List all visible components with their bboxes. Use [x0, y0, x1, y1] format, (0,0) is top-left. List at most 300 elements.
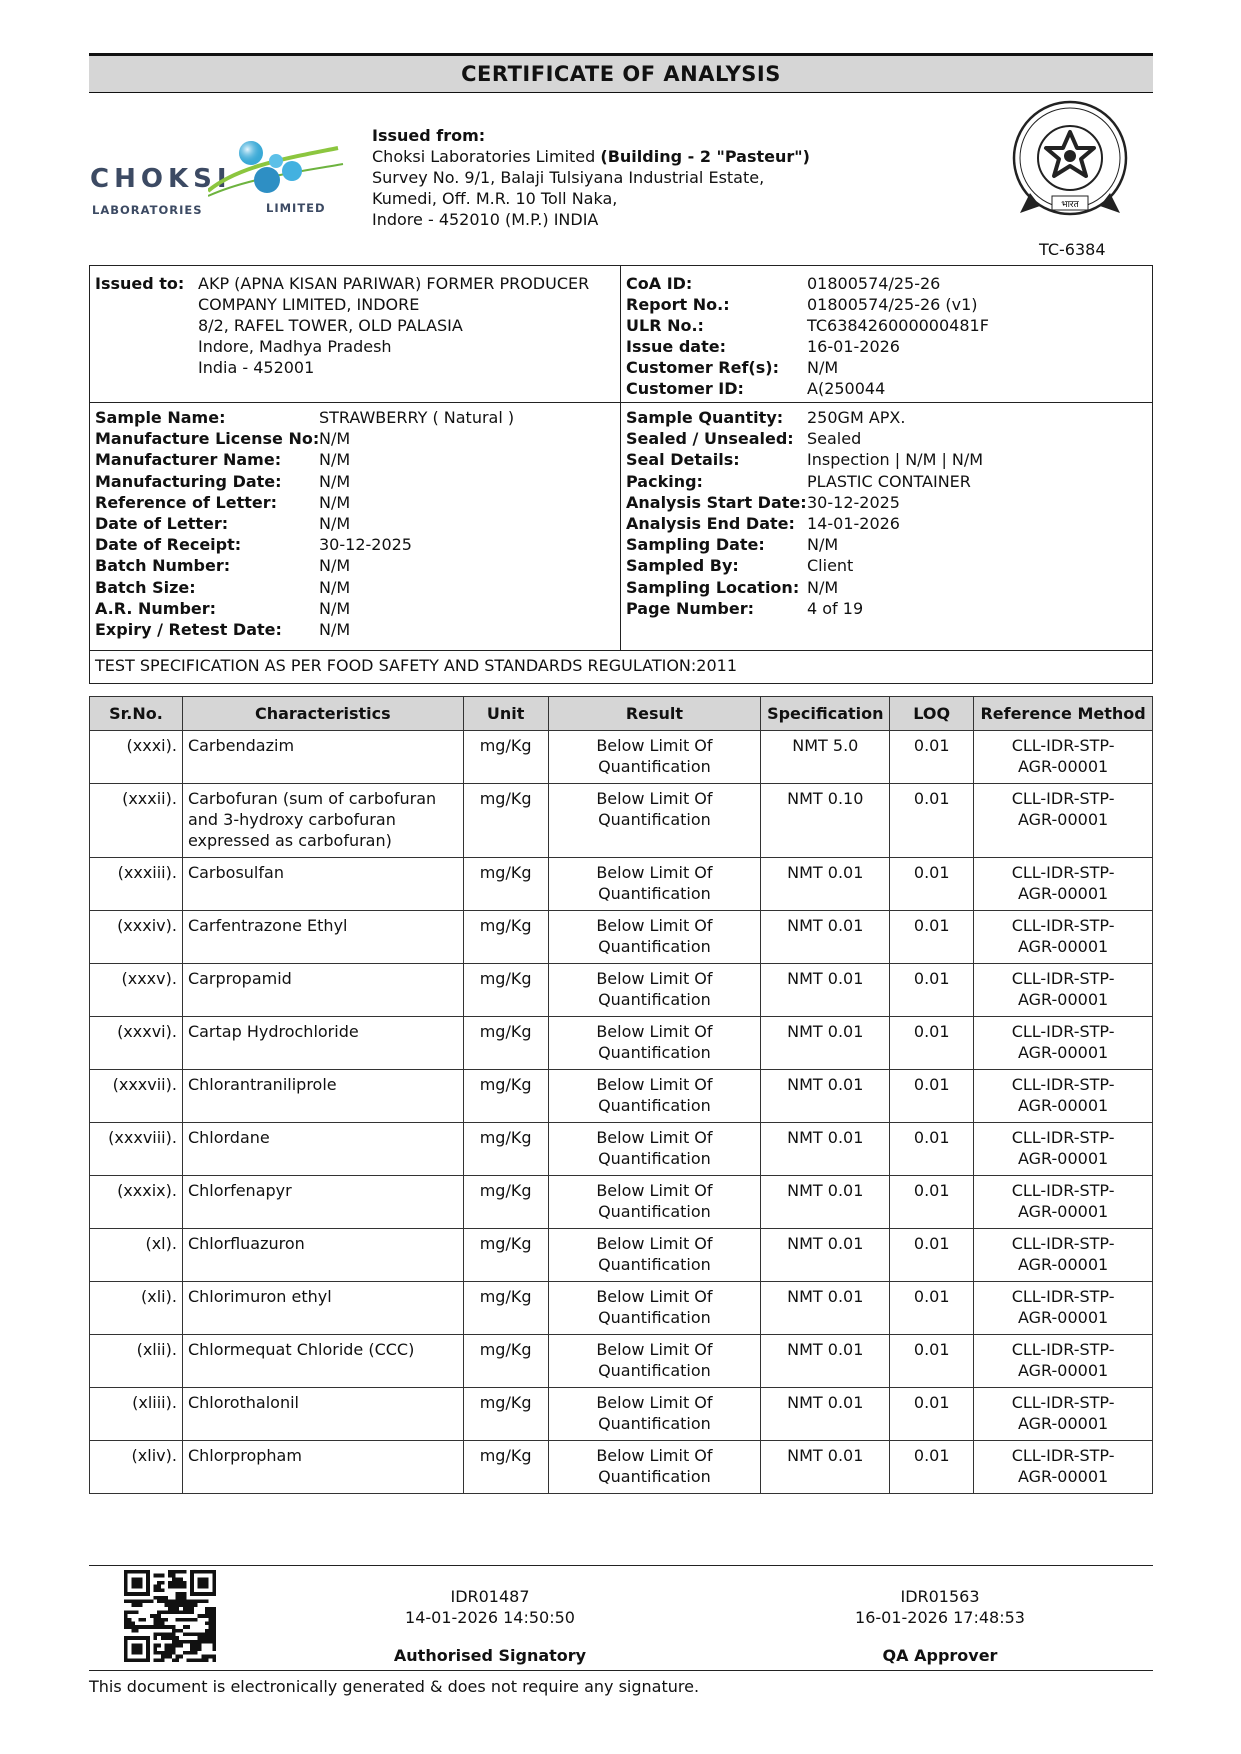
issued-from-label: Issued from: — [372, 126, 486, 145]
cell-characteristic — [182, 964, 463, 1017]
cell-unit — [463, 1335, 548, 1388]
cell-result-text: Below Limit Of — [596, 1234, 713, 1253]
cell-reference-method-text: CLL-IDR-STP- — [1011, 969, 1115, 988]
field-value: Client — [807, 556, 854, 576]
cell-specification — [761, 1017, 890, 1070]
cell-sr-no-text: (xxxix). — [117, 1181, 177, 1200]
cell-reference-method-text: AGR-00001 — [1017, 1467, 1109, 1486]
cell-specification — [761, 1070, 890, 1123]
disclaimer-text: This document is electronically generated & does not require any signature. — [89, 1677, 700, 1696]
field-key: Sampled By: — [626, 556, 739, 576]
accreditation-seal-icon — [1010, 98, 1130, 230]
cell-specification-text: NMT 0.01 — [787, 1340, 864, 1359]
field-value: Sealed — [807, 429, 862, 449]
cell-sr-no — [90, 1070, 183, 1123]
cell-unit — [463, 1123, 548, 1176]
cell-specification — [761, 1335, 890, 1388]
field-key: Batch Number: — [95, 556, 231, 576]
cell-reference-method — [974, 1176, 1153, 1229]
cell-characteristic — [182, 1388, 463, 1441]
table-row — [90, 964, 1153, 1017]
cell-result — [548, 911, 761, 964]
cell-reference-method-text: AGR-00001 — [1017, 1414, 1109, 1433]
table-row — [90, 911, 1153, 964]
cell-unit — [463, 1070, 548, 1123]
field-key: Date of Receipt: — [95, 535, 242, 555]
issuer-line-1 — [372, 146, 810, 167]
field-value: 14-01-2026 — [807, 514, 900, 533]
cell-result-text: Quantification — [598, 757, 711, 776]
cell-characteristic — [182, 1070, 463, 1123]
cell-result-text: Below Limit Of — [596, 736, 713, 755]
field-key: Manufacturer Name: — [95, 450, 282, 470]
cell-loq-text: 0.01 — [913, 916, 950, 935]
field-key: Page Number: — [626, 598, 755, 618]
column-header: Result — [548, 697, 761, 731]
qr-code-icon — [124, 1570, 216, 1662]
field-key: Sealed / Unsealed: — [626, 429, 794, 449]
cell-unit-text: mg/Kg — [479, 1181, 532, 1200]
cell-specification — [761, 1229, 890, 1282]
field-key: A.R. Number: — [95, 598, 217, 618]
field-value: N/M — [319, 429, 351, 449]
field-key: ULR No.: — [626, 316, 704, 335]
table-row — [90, 1176, 1153, 1229]
cell-specification — [761, 1441, 890, 1494]
cell-characteristic-text: Carfentrazone Ethyl — [187, 916, 348, 935]
issuer-building: (Building - 2 "Pasteur") — [600, 147, 810, 166]
cell-reference-method — [974, 1282, 1153, 1335]
field-value: N/M — [319, 514, 351, 533]
cell-result-text: Below Limit Of — [596, 969, 713, 988]
cell-reference-method-text: AGR-00001 — [1017, 1043, 1109, 1062]
cell-reference-method-text: CLL-IDR-STP- — [1011, 1287, 1115, 1306]
issued-to-line: 8/2, RAFEL TOWER, OLD PALASIA — [198, 316, 463, 335]
cell-result-text: Below Limit Of — [596, 1022, 713, 1041]
cell-sr-no — [90, 911, 183, 964]
table-row — [90, 731, 1153, 784]
cell-unit-text: mg/Kg — [479, 1393, 532, 1412]
cell-loq — [890, 1176, 974, 1229]
cell-result — [548, 1176, 761, 1229]
cell-result — [548, 1441, 761, 1494]
field-key: Customer ID: — [626, 379, 744, 398]
cell-reference-method-text: AGR-00001 — [1017, 1149, 1109, 1168]
cell-sr-no-text: (xxxvi). — [117, 1022, 177, 1041]
field-value: 01800574/25-26 (v1) — [807, 295, 978, 314]
cell-characteristic-text: Chlordane — [187, 1128, 270, 1147]
cell-reference-method-text: CLL-IDR-STP- — [1011, 916, 1115, 935]
cell-sr-no-text: (xliii). — [132, 1393, 177, 1412]
cell-characteristic — [182, 858, 463, 911]
cell-specification-text: NMT 5.0 — [792, 736, 859, 755]
cell-loq — [890, 911, 974, 964]
field-value: N/M — [319, 450, 351, 470]
cell-sr-no-text: (xxxiv). — [117, 916, 177, 935]
cell-unit-text: mg/Kg — [479, 1446, 532, 1465]
approver-role: QA Approver — [882, 1646, 998, 1665]
company-logo — [90, 136, 340, 220]
cell-reference-method-text: AGR-00001 — [1017, 1361, 1109, 1380]
cell-sr-no — [90, 1388, 183, 1441]
cell-loq-text: 0.01 — [913, 1075, 950, 1094]
cell-loq — [890, 1229, 974, 1282]
cell-sr-no-text: (xxxi). — [126, 736, 177, 755]
cell-reference-method-text: CLL-IDR-STP- — [1011, 1393, 1115, 1412]
cell-reference-method-text: CLL-IDR-STP- — [1011, 1022, 1115, 1041]
footer-top-rule — [89, 1565, 1153, 1566]
cell-specification-text: NMT 0.01 — [787, 1287, 864, 1306]
cell-loq-text: 0.01 — [913, 1340, 950, 1359]
cell-unit — [463, 858, 548, 911]
cell-specification-text: NMT 0.01 — [787, 1075, 864, 1094]
cell-sr-no — [90, 1017, 183, 1070]
cell-loq — [890, 731, 974, 784]
field-value: N/M — [807, 358, 839, 377]
field-key: Issue date: — [626, 337, 726, 356]
cell-sr-no — [90, 1229, 183, 1282]
cell-sr-no — [90, 964, 183, 1017]
cell-sr-no — [90, 731, 183, 784]
cell-result-text: Below Limit Of — [596, 1340, 713, 1359]
cell-loq — [890, 1123, 974, 1176]
field-key: Analysis End Date: — [626, 514, 795, 533]
cell-unit-text: mg/Kg — [479, 1287, 532, 1306]
cell-result — [548, 1282, 761, 1335]
cell-result-text: Quantification — [598, 937, 711, 956]
cell-result-text: Quantification — [598, 1202, 711, 1221]
field-value: N/M — [319, 492, 351, 512]
issued-to-line: AKP (APNA KISAN PARIWAR) FORMER PRODUCER — [198, 274, 590, 293]
field-value: 30-12-2025 — [319, 535, 412, 555]
table-row — [90, 1441, 1153, 1494]
cell-result — [548, 964, 761, 1017]
cell-characteristic-text: Chlorfluazuron — [187, 1234, 305, 1253]
cell-characteristic — [182, 911, 463, 964]
results-table — [89, 696, 1153, 1494]
cell-result — [548, 858, 761, 911]
cell-loq — [890, 1282, 974, 1335]
cell-result-text: Quantification — [598, 810, 711, 829]
field-value: N/M — [807, 577, 839, 597]
cell-result-text: Quantification — [598, 1096, 711, 1115]
cell-characteristic — [182, 1441, 463, 1494]
field-key: Sampling Location: — [626, 577, 800, 597]
field-value: 250GM APX. — [807, 408, 906, 427]
cell-loq-text: 0.01 — [913, 1128, 950, 1147]
cell-sr-no-text: (xliv). — [131, 1446, 177, 1465]
cell-characteristic — [182, 1176, 463, 1229]
cell-unit — [463, 1441, 548, 1494]
cell-characteristic-text: Chlorimuron ethyl — [187, 1287, 332, 1306]
cell-reference-method — [974, 1441, 1153, 1494]
cell-loq-text: 0.01 — [913, 1234, 950, 1253]
cell-reference-method-text: CLL-IDR-STP- — [1011, 1234, 1115, 1253]
field-key: Reference of Letter: — [95, 492, 278, 512]
cell-reference-method-text: AGR-00001 — [1017, 1255, 1109, 1274]
cell-unit — [463, 964, 548, 1017]
issued-to-label: Issued to: — [95, 274, 185, 293]
cell-reference-method-text: CLL-IDR-STP- — [1011, 1181, 1115, 1200]
cell-reference-method-text: CLL-IDR-STP- — [1011, 1446, 1115, 1465]
cell-unit-text: mg/Kg — [479, 1234, 532, 1253]
cell-result-text: Quantification — [598, 1255, 711, 1274]
cell-specification-text: NMT 0.01 — [787, 1393, 864, 1412]
cell-result-text: Quantification — [598, 990, 711, 1009]
cell-result-text: Quantification — [598, 884, 711, 903]
seal-text: भारत — [1061, 200, 1079, 210]
issuer-line-2: Survey No. 9/1, Balaji Tulsiyana Industrial Estate, — [372, 168, 765, 187]
cell-result-text: Quantification — [598, 1149, 711, 1168]
box-divider — [620, 266, 621, 402]
cell-unit-text: mg/Kg — [479, 736, 532, 755]
issuer-name: Choksi Laboratories Limited — [372, 147, 601, 166]
cell-unit-text: mg/Kg — [479, 1075, 532, 1094]
cell-unit — [463, 1388, 548, 1441]
cell-result-text: Quantification — [598, 1043, 711, 1062]
column-header: Unit — [463, 697, 548, 731]
cell-result-text: Below Limit Of — [596, 1446, 713, 1465]
cell-sr-no — [90, 1441, 183, 1494]
cell-unit-text: mg/Kg — [479, 1128, 532, 1147]
cell-loq-text: 0.01 — [913, 1181, 950, 1200]
cell-result — [548, 1123, 761, 1176]
table-row — [90, 1335, 1153, 1388]
cell-specification — [761, 1282, 890, 1335]
field-value: N/M — [319, 620, 351, 639]
cell-specification — [761, 784, 890, 858]
cell-sr-no — [90, 858, 183, 911]
cell-sr-no — [90, 1123, 183, 1176]
issuer-line-4: Indore - 452010 (M.P.) INDIA — [372, 210, 599, 229]
cell-loq — [890, 1441, 974, 1494]
cell-sr-no-text: (xl). — [145, 1234, 177, 1253]
field-value: TC638426000000481F — [807, 316, 989, 335]
cell-characteristic-text: Chlorantraniliprole — [187, 1075, 337, 1094]
cell-reference-method-text: AGR-00001 — [1017, 1202, 1109, 1221]
issued-to-line: COMPANY LIMITED, INDORE — [198, 295, 420, 314]
cell-result-text: Quantification — [598, 1361, 711, 1380]
cell-unit — [463, 731, 548, 784]
column-header: Sr.No. — [90, 697, 183, 731]
cell-loq-text: 0.01 — [913, 1287, 950, 1306]
field-key: Packing: — [626, 471, 703, 491]
field-value: N/M — [319, 598, 351, 618]
cell-specification-text: NMT 0.01 — [787, 1022, 864, 1041]
cell-reference-method-text: CLL-IDR-STP- — [1011, 1075, 1115, 1094]
cell-loq-text: 0.01 — [913, 969, 950, 988]
cell-specification-text: NMT 0.01 — [787, 1446, 864, 1465]
cell-unit-text: mg/Kg — [479, 1022, 532, 1041]
box-divider — [620, 403, 621, 650]
cell-sr-no-text: (xxxiii). — [117, 863, 177, 882]
cell-specification — [761, 911, 890, 964]
field-value: 16-01-2026 — [807, 337, 900, 356]
cell-result — [548, 731, 761, 784]
cell-characteristic-text: Cartap Hydrochloride — [187, 1022, 359, 1041]
field-value: N/M — [319, 556, 351, 576]
cell-loq-text: 0.01 — [913, 1022, 950, 1041]
field-key: Sample Quantity: — [626, 408, 784, 427]
cell-reference-method-text: CLL-IDR-STP- — [1011, 1340, 1115, 1359]
table-row — [90, 1229, 1153, 1282]
cell-reference-method-text: CLL-IDR-STP- — [1011, 736, 1115, 755]
cell-unit — [463, 1017, 548, 1070]
cell-result — [548, 1335, 761, 1388]
issued-to-line: India - 452001 — [198, 358, 315, 377]
cell-loq-text: 0.01 — [913, 789, 950, 808]
field-value: 01800574/25-26 — [807, 274, 941, 293]
cell-sr-no-text: (xxxviii). — [108, 1128, 177, 1147]
table-row — [90, 1070, 1153, 1123]
table-row — [90, 784, 1153, 858]
cell-characteristic-text: Carbosulfan — [187, 863, 284, 882]
cell-specification — [761, 1123, 890, 1176]
cell-unit — [463, 911, 548, 964]
cell-unit — [463, 1229, 548, 1282]
cell-characteristic — [182, 1282, 463, 1335]
table-header-row — [90, 697, 1153, 731]
cell-specification-text: NMT 0.10 — [787, 789, 864, 808]
cell-unit — [463, 784, 548, 858]
cell-specification-text: NMT 0.01 — [787, 1181, 864, 1200]
cell-sr-no-text: (xxxii). — [122, 789, 177, 808]
cell-characteristic-text: Chlorfenapyr — [187, 1181, 292, 1200]
cell-result — [548, 784, 761, 858]
cell-result — [548, 1229, 761, 1282]
cell-result — [548, 1070, 761, 1123]
field-value: STRAWBERRY ( Natural ) — [319, 408, 515, 427]
table-row — [90, 1123, 1153, 1176]
cell-characteristic — [182, 1229, 463, 1282]
cell-result-text: Quantification — [598, 1414, 711, 1433]
field-value: N/M — [807, 535, 839, 555]
cell-unit-text: mg/Kg — [479, 863, 532, 882]
cell-reference-method — [974, 731, 1153, 784]
cell-result — [548, 1388, 761, 1441]
logo-wordmark: CHOKSI — [90, 164, 232, 194]
cell-unit — [463, 1282, 548, 1335]
cell-reference-method — [974, 964, 1153, 1017]
cell-reference-method — [974, 1335, 1153, 1388]
field-key: Analysis Start Date: — [626, 492, 807, 512]
cell-loq-text: 0.01 — [913, 736, 950, 755]
column-header: LOQ — [890, 697, 974, 731]
signatory-role: Authorised Signatory — [393, 1646, 587, 1665]
cell-result-text: Below Limit Of — [596, 1287, 713, 1306]
cell-characteristic-text: Chlormequat Chloride (CCC) — [187, 1340, 415, 1359]
cell-loq — [890, 1070, 974, 1123]
approver-datetime: 16-01-2026 17:48:53 — [855, 1608, 1025, 1627]
accreditation-code: TC-6384 — [1039, 240, 1106, 259]
cell-reference-method-text: AGR-00001 — [1017, 1308, 1109, 1327]
cell-sr-no-text: (xlii). — [136, 1340, 177, 1359]
cell-specification-text: NMT 0.01 — [787, 969, 864, 988]
cell-specification — [761, 1176, 890, 1229]
cell-result-text: Below Limit Of — [596, 1181, 713, 1200]
cell-loq — [890, 858, 974, 911]
cell-loq-text: 0.01 — [913, 863, 950, 882]
cell-characteristic-text: expressed as carbofuran) — [187, 831, 392, 850]
cell-sr-no — [90, 1176, 183, 1229]
cell-reference-method-text: CLL-IDR-STP- — [1011, 863, 1115, 882]
cell-specification-text: NMT 0.01 — [787, 1128, 864, 1147]
cell-result-text: Below Limit Of — [596, 1128, 713, 1147]
cell-loq — [890, 784, 974, 858]
cell-unit-text: mg/Kg — [479, 969, 532, 988]
cell-characteristic — [182, 1123, 463, 1176]
field-key: Date of Letter: — [95, 514, 229, 533]
approver-id: IDR01563 — [900, 1587, 980, 1606]
cell-result-text: Below Limit Of — [596, 1393, 713, 1412]
qa-approver-block — [840, 1586, 1040, 1666]
field-value: N/M — [319, 577, 351, 597]
logo-spheres-icon — [208, 136, 348, 206]
cell-loq — [890, 1335, 974, 1388]
cell-reference-method-text: AGR-00001 — [1017, 990, 1109, 1009]
field-key: Report No.: — [626, 295, 730, 314]
cell-sr-no — [90, 1335, 183, 1388]
cell-loq-text: 0.01 — [913, 1393, 950, 1412]
cell-specification — [761, 731, 890, 784]
field-key: Sample Name: — [95, 408, 226, 427]
cell-result-text: Below Limit Of — [596, 1075, 713, 1094]
issued-to-line: Indore, Madhya Pradesh — [198, 337, 392, 356]
cell-characteristic — [182, 1017, 463, 1070]
cell-loq — [890, 964, 974, 1017]
cell-reference-method — [974, 1017, 1153, 1070]
cell-characteristic-text: Chlorpropham — [187, 1446, 302, 1465]
cell-result-text: Below Limit Of — [596, 916, 713, 935]
cell-reference-method — [974, 1229, 1153, 1282]
field-value: PLASTIC CONTAINER — [807, 471, 971, 491]
cell-specification-text: NMT 0.01 — [787, 863, 864, 882]
cell-sr-no — [90, 1282, 183, 1335]
signatory-datetime: 14-01-2026 14:50:50 — [405, 1608, 575, 1627]
test-specification: TEST SPECIFICATION AS PER FOOD SAFETY AND STANDARDS REGULATION:2011 — [89, 650, 1153, 684]
column-header: Characteristics — [182, 697, 463, 731]
cell-reference-method — [974, 1070, 1153, 1123]
cell-loq-text: 0.01 — [913, 1446, 950, 1465]
signatory-id: IDR01487 — [450, 1587, 530, 1606]
field-key: CoA ID: — [626, 274, 693, 293]
footer-bottom-rule — [89, 1670, 1153, 1671]
field-key: Customer Ref(s): — [626, 358, 779, 377]
field-key: Manufacturing Date: — [95, 471, 282, 491]
issued-to-box — [89, 265, 1153, 403]
cell-characteristic — [182, 784, 463, 858]
authorised-signatory-block — [390, 1586, 590, 1666]
cell-reference-method-text: AGR-00001 — [1017, 884, 1109, 903]
column-header: Reference Method — [974, 697, 1153, 731]
field-key: Batch Size: — [95, 577, 196, 597]
cell-reference-method-text: AGR-00001 — [1017, 810, 1109, 829]
logo-subtitle-right: LIMITED — [266, 201, 326, 215]
cell-characteristic — [182, 1335, 463, 1388]
cell-result-text: Quantification — [598, 1467, 711, 1486]
field-key: Manufacture License No: — [95, 429, 320, 449]
cell-result-text: Quantification — [598, 1308, 711, 1327]
cell-unit-text: mg/Kg — [479, 1340, 532, 1359]
field-key: Sampling Date: — [626, 535, 765, 555]
field-value: 30-12-2025 — [807, 492, 900, 512]
cell-sr-no-text: (xxxvii). — [112, 1075, 177, 1094]
field-value: Inspection | N/M | N/M — [807, 450, 984, 470]
field-key: Seal Details: — [626, 450, 740, 470]
cell-unit-text: mg/Kg — [479, 916, 532, 935]
cell-loq — [890, 1388, 974, 1441]
cell-result-text: Below Limit Of — [596, 863, 713, 882]
